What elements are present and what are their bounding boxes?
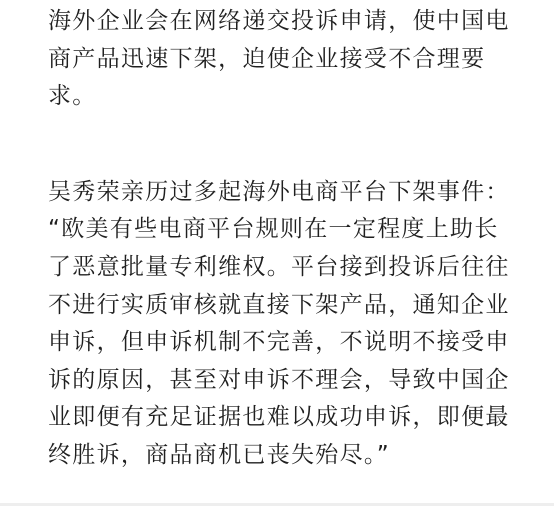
article-body xyxy=(48,0,510,475)
article-paragraph: 海外企业会在网络递交投诉申请，使中国电商产品迅速下架，迫使企业接受不合理要求。 xyxy=(48,8,510,110)
quote-paragraph: “欧美有些电商平台规则在一定程度上助长了恶意批量专利维权。平台接到投诉后往往不进行实质审核就直接下架产品，通知企业申诉，但申诉机制不完善，不说明不接受申诉的原因，甚至对申诉不理会，导致中国企业即便有充足证据也难以成功申诉，即便最终胜诉，商品商机已丧失殆尽。” xyxy=(48,216,510,468)
article-paragraph: 吴秀荣亲历过多起海外电商平台下架事件： xyxy=(48,178,510,205)
